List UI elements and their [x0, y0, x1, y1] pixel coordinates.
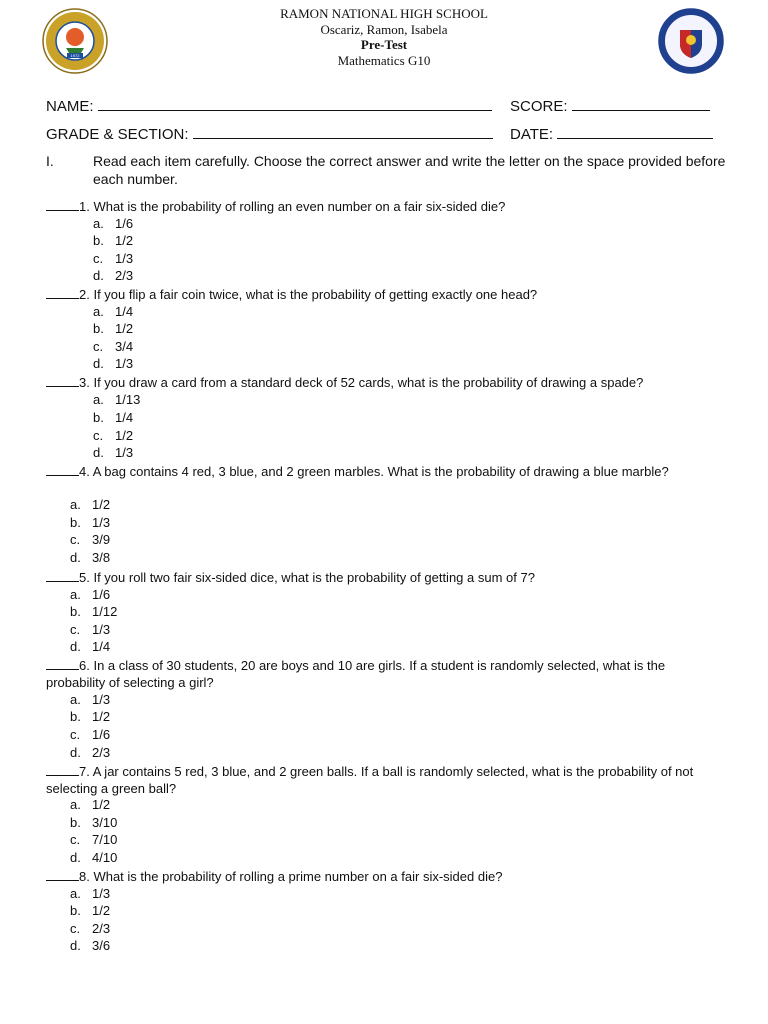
question-text: 3. If you draw a card from a standard deck of 52 cards, what is the probability of drawing a spade? — [79, 375, 644, 390]
option-letter: d. — [70, 745, 81, 760]
option-text: 1/2 — [92, 797, 111, 812]
option — [93, 250, 133, 267]
option — [93, 355, 133, 372]
option — [93, 267, 133, 284]
option-text: 1/6 — [92, 727, 111, 742]
question-2 — [46, 286, 726, 303]
option-letter: d. — [93, 445, 104, 460]
option-text: 1/3 — [92, 886, 111, 901]
option-letter: d. — [70, 639, 81, 654]
question-text: 8. What is the probability of rolling a prime number on a fair six-sided die? — [79, 869, 503, 884]
answer-blank[interactable] — [46, 286, 79, 299]
answer-blank[interactable] — [46, 198, 79, 211]
option-text: 1/2 — [92, 903, 111, 918]
option-text: 1/4 — [115, 410, 134, 425]
question-6 — [46, 657, 726, 691]
answer-blank[interactable] — [46, 569, 79, 582]
option-letter: a. — [93, 392, 104, 407]
option — [70, 726, 110, 743]
option-letter: d. — [70, 938, 81, 953]
school-name: RAMON NATIONAL HIGH SCHOOL — [280, 6, 488, 21]
date-line[interactable] — [557, 124, 713, 139]
option-letter: b. — [70, 815, 81, 830]
option — [70, 849, 117, 866]
option — [93, 391, 140, 408]
option — [70, 708, 110, 725]
option-letter: d. — [70, 850, 81, 865]
question-text: 7. A jar contains 5 red, 3 blue, and 2 green balls. If a ball is randomly selected, what is the probability of not selecting a green ball? — [46, 764, 694, 796]
option-text: 1/3 — [115, 445, 134, 460]
option — [93, 444, 133, 461]
subject-title: Mathematics G10 — [337, 52, 431, 68]
option-text: 3/6 — [92, 938, 111, 953]
test-title: Pre-Test — [360, 37, 408, 52]
school-seal-logo — [42, 8, 108, 74]
option-letter: c. — [93, 339, 104, 354]
option — [70, 496, 110, 513]
option-text: 3/8 — [92, 550, 111, 565]
option-letter: b. — [70, 709, 81, 724]
option-letter: a. — [70, 797, 81, 812]
question-3 — [46, 374, 726, 391]
option-letter: b. — [93, 233, 104, 248]
option — [93, 303, 133, 320]
score-field[interactable] — [510, 96, 710, 115]
option-text: 1/3 — [115, 251, 134, 266]
option-letter: a. — [70, 587, 81, 602]
option-letter: b. — [70, 903, 81, 918]
question-text: 6. In a class of 30 students, 20 are boys and 10 are girls. If a student is randomly selected, what is the probability of selecting a girl? — [46, 658, 666, 690]
option-letter: b. — [70, 515, 81, 530]
option — [70, 831, 117, 848]
option-letter: d. — [70, 550, 81, 565]
option-letter: a. — [70, 497, 81, 512]
option-text: 1/13 — [115, 392, 141, 407]
option — [70, 744, 110, 761]
date-field[interactable] — [510, 124, 713, 143]
option-letter: a. — [70, 886, 81, 901]
option-text: 3/9 — [92, 532, 111, 547]
section-number: I. — [46, 153, 54, 169]
name-field[interactable] — [46, 96, 492, 115]
option — [70, 586, 110, 603]
option-letter: d. — [93, 268, 104, 283]
option — [70, 531, 110, 548]
option-letter: c. — [70, 622, 81, 637]
option-letter: d. — [93, 356, 104, 371]
option — [70, 814, 117, 831]
svg-text:1972: 1972 — [70, 53, 80, 58]
question-7 — [46, 763, 726, 797]
option-text: 1/2 — [92, 497, 111, 512]
question-text: 1. What is the probability of rolling an even number on a fair six-sided die? — [79, 199, 506, 214]
option-text: 1/4 — [92, 639, 111, 654]
option-text: 1/3 — [92, 515, 111, 530]
date-label: DATE: — [510, 126, 554, 143]
option — [93, 215, 133, 232]
option-letter: a. — [93, 216, 104, 231]
option — [93, 232, 133, 249]
document-header — [200, 6, 568, 68]
grade-section-label: GRADE & SECTION: — [46, 126, 189, 143]
question-1 — [46, 198, 726, 215]
option — [70, 603, 117, 620]
option-text: 3/4 — [115, 339, 134, 354]
option-text: 1/3 — [92, 622, 111, 637]
option-text: 4/10 — [92, 850, 118, 865]
option — [93, 338, 133, 355]
option-letter: c. — [70, 532, 81, 547]
option — [70, 937, 110, 954]
option-text: 2/3 — [115, 268, 134, 283]
option — [93, 409, 133, 426]
option-text: 1/2 — [115, 233, 134, 248]
option-letter: c. — [93, 251, 104, 266]
option-text: 2/3 — [92, 745, 111, 760]
question-4 — [46, 463, 726, 480]
question-text: 5. If you roll two fair six-sided dice, what is the probability of getting a sum of 7? — [79, 570, 535, 585]
deped-seal-logo — [658, 8, 724, 74]
option-letter: c. — [70, 832, 81, 847]
option-letter: c. — [70, 921, 81, 936]
option — [70, 885, 110, 902]
grade-section-line[interactable] — [193, 124, 493, 139]
option-letter: b. — [93, 321, 104, 336]
grade-section-field[interactable] — [46, 124, 493, 143]
option — [70, 638, 110, 655]
option — [70, 549, 110, 566]
name-line[interactable] — [98, 96, 492, 111]
name-label: NAME: — [46, 98, 94, 115]
option-letter: c. — [93, 428, 104, 443]
option — [70, 796, 110, 813]
option-letter: b. — [70, 604, 81, 619]
question-5 — [46, 569, 726, 586]
instructions — [46, 152, 726, 188]
option-text: 1/2 — [92, 709, 111, 724]
option — [93, 320, 133, 337]
option-letter: b. — [93, 410, 104, 425]
question-text: 2. If you flip a fair coin twice, what is the probability of getting exactly one head? — [79, 287, 538, 302]
option-text: 1/3 — [115, 356, 134, 371]
option-text: 1/12 — [92, 604, 118, 619]
option — [93, 427, 133, 444]
option-text: 3/10 — [92, 815, 118, 830]
option — [70, 902, 110, 919]
option-text: 7/10 — [92, 832, 118, 847]
answer-blank[interactable] — [46, 463, 79, 476]
option-text: 1/6 — [92, 587, 111, 602]
answer-blank[interactable] — [46, 868, 79, 881]
score-line[interactable] — [572, 96, 710, 111]
option — [70, 621, 110, 638]
question-text: 4. A bag contains 4 red, 3 blue, and 2 green marbles. What is the probability of drawing a blue marble? — [79, 464, 669, 479]
option-text: 1/4 — [115, 304, 134, 319]
school-address: Oscariz, Ramon, Isabela — [320, 21, 448, 37]
option-text: 1/2 — [115, 321, 134, 336]
option-letter: c. — [70, 727, 81, 742]
answer-blank[interactable] — [46, 763, 79, 776]
score-label: SCORE: — [510, 98, 568, 115]
option-text: 1/2 — [115, 428, 134, 443]
option-letter: a. — [70, 692, 81, 707]
option-text: 1/3 — [92, 692, 111, 707]
option — [70, 691, 110, 708]
question-8 — [46, 868, 726, 885]
instructions-text: Read each item carefully. Choose the correct answer and write the letter on the space provided before each number. — [93, 153, 726, 187]
option — [70, 514, 110, 531]
answer-blank[interactable] — [46, 657, 79, 670]
answer-blank[interactable] — [46, 374, 79, 387]
option — [70, 920, 110, 937]
option-text: 2/3 — [92, 921, 111, 936]
option-text: 1/6 — [115, 216, 134, 231]
option-letter: a. — [93, 304, 104, 319]
